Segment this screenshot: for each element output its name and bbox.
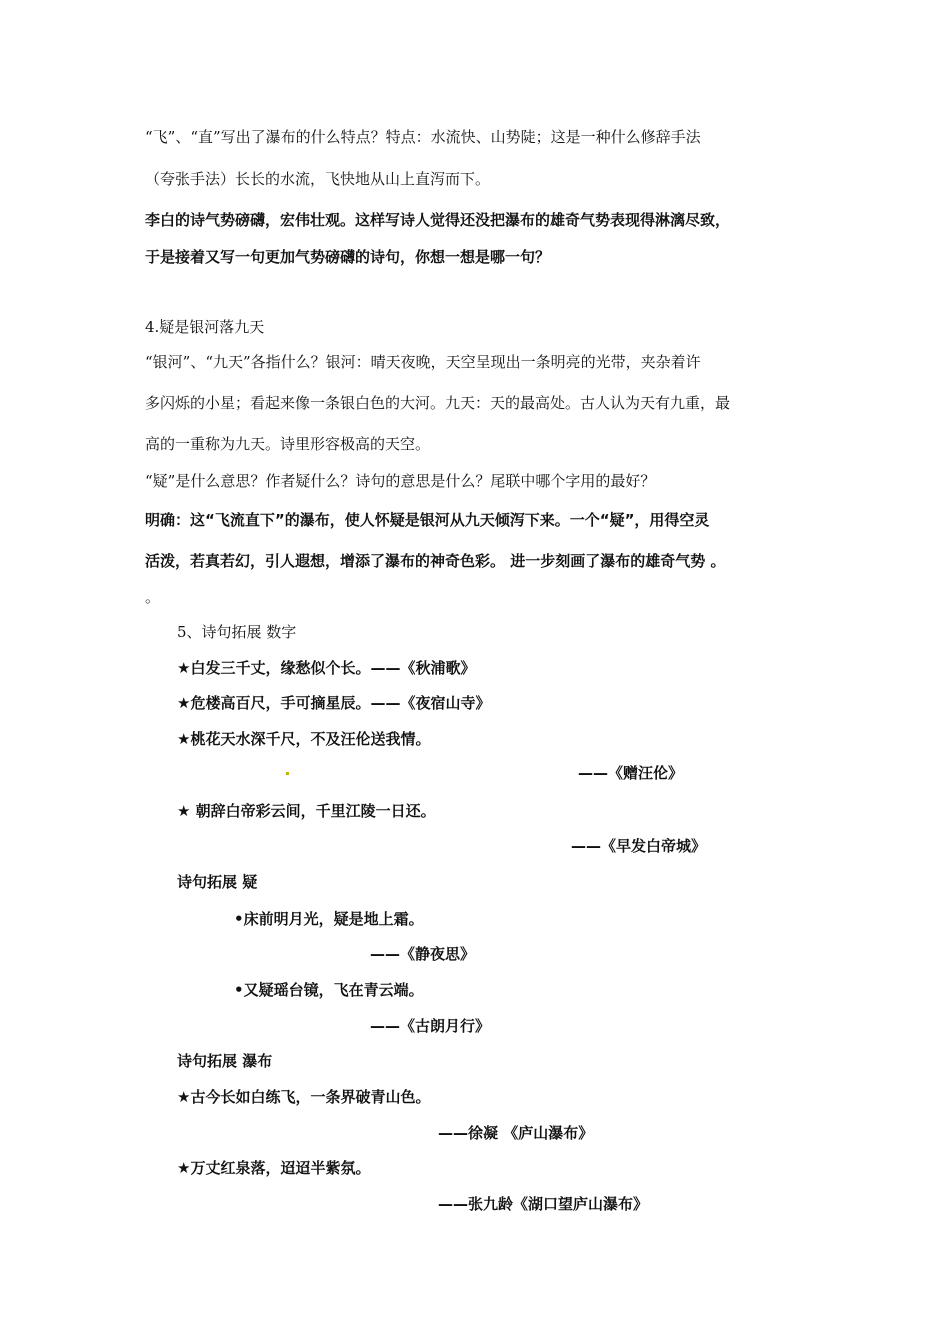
source-zengwanglun: ——《赠汪伦》: [578, 764, 684, 782]
poem-gulangyuexing: •又疑瑶台镜，飞在青云端。: [234, 981, 424, 999]
stray-mark: [286, 772, 289, 775]
bold-paragraph-line-1: 李白的诗气势磅礴，宏伟壮观。这样写诗人觉得还没把瀑布的雄奇气势表现得淋漓尽致，: [145, 211, 731, 229]
source-lushanpubu: ——徐凝 《庐山瀑布》: [438, 1124, 594, 1142]
source-hukou: ——张九龄《湖口望庐山瀑布》: [438, 1195, 649, 1213]
section-5-heading: 5、诗句拓展 数字: [177, 623, 297, 641]
source-gulangyuexing: ——《古朗月行》: [370, 1017, 491, 1035]
stray-period: 。: [145, 588, 161, 606]
source-zaofabaidicheng: ——《早发白帝城》: [571, 837, 707, 855]
yinhe-jiutian-line-2: 多闪烁的小星；看起来像一条银白色的大河。九天：天的最高处。古人认为天有九重，最: [145, 394, 731, 412]
poem-qiupuge: ★白发三千丈，缘愁似个长。——《秋浦歌》: [177, 659, 476, 677]
poem-zaofabaidicheng: ★ 朝辞白帝彩云间，千里江陵一日还。: [177, 802, 436, 820]
mingque-line-1: 明确：这“飞流直下”的瀑布，使人怀疑是银河从九天倾泻下来。一个“疑”，用得空灵: [145, 511, 710, 529]
yinhe-jiutian-line-3: 高的一重称为九天。诗里形容极高的天空。: [145, 435, 431, 453]
yi-question: “疑”是什么意思？作者疑什么？诗句的意思是什么？尾联中哪个字用的最好？: [145, 472, 656, 490]
section-4-heading: 4.疑是银河落九天: [145, 318, 265, 336]
section-pubu-heading: 诗句拓展 瀑布: [177, 1052, 273, 1070]
poem-jingyesi: •床前明月光，疑是地上霜。: [234, 910, 424, 928]
yinhe-jiutian-line-1: “银河”、“九天”各指什么？银河：晴天夜晚，天空呈现出一条明亮的光带，夹杂着许: [145, 353, 701, 371]
section-yi-heading: 诗句拓展 疑: [177, 873, 258, 891]
answer-exaggeration: （夸张手法）长长的水流，飞快地从山上直泻而下。: [145, 170, 491, 188]
poem-hukou: ★万丈红泉落，迢迢半紫氛。: [177, 1159, 371, 1177]
poem-yesushansi: ★危楼高百尺，手可摘星辰。——《夜宿山寺》: [177, 694, 491, 712]
poem-zengwanglun: ★桃花天水深千尺，不及汪伦送我情。: [177, 730, 431, 748]
question-fei-zhi: “飞”、“直”写出了瀑布的什么特点？特点：水流快、山势陡；这是一种什么修辞手法: [145, 128, 701, 146]
poem-lushanpubu: ★古今长如白练飞，一条界破青山色。: [177, 1088, 431, 1106]
source-jingyesi: ——《静夜思》: [370, 945, 476, 963]
mingque-line-2: 活泼，若真若幻，引人遐想，增添了瀑布的神奇色彩。 进一步刻画了瀑布的雄奇气势 。: [145, 552, 726, 570]
bold-paragraph-line-2: 于是接着又写一句更加气势磅礴的诗句，你想一想是哪一句？: [145, 248, 551, 266]
